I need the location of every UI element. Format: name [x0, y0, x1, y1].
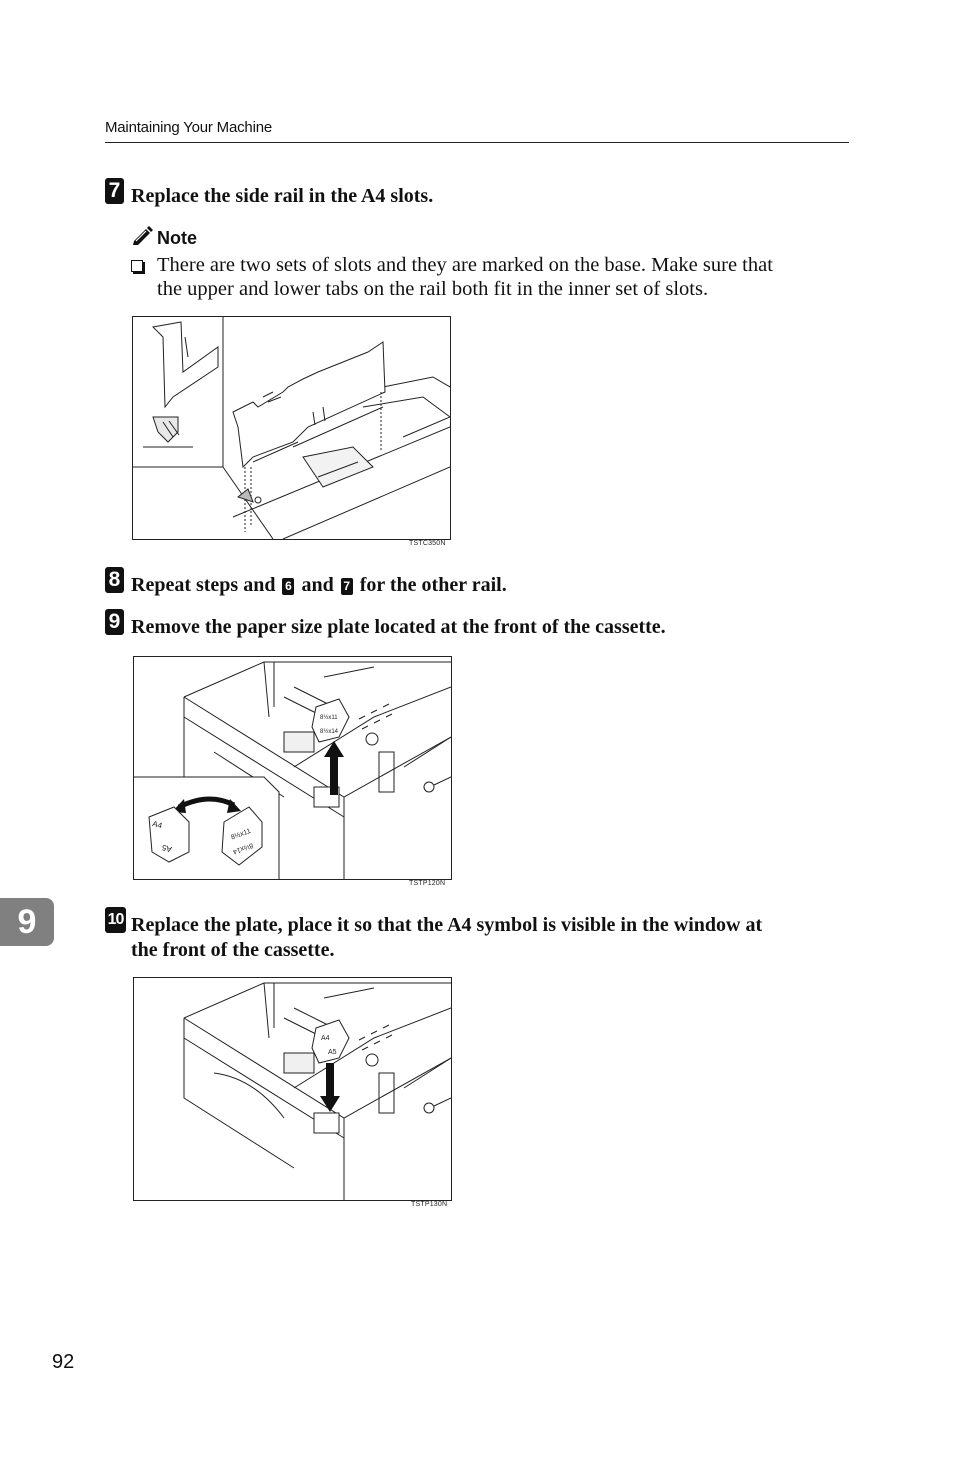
step-10-badge: 10	[105, 907, 126, 933]
step-9-title: Remove the paper size plate located at the front of the cassette.	[131, 616, 666, 638]
figure-replace-plate-illustration	[133, 977, 452, 1201]
figure-2-code: TSTP120N	[409, 880, 446, 887]
step-ref-7: 7	[341, 578, 353, 595]
step-10-title-line-2: the front of the cassette.	[131, 939, 335, 961]
step-7-badge: 7	[105, 178, 124, 204]
step-7-title: Replace the side rail in the A4 slots.	[131, 185, 434, 207]
note-pencil-icon	[131, 225, 153, 250]
step-8-title: Repeat steps and 6 and 7 for the other rail.	[131, 574, 507, 596]
step-10-title-line-1: Replace the plate, place it so that the A4 symbol is visible in the window at	[131, 914, 763, 936]
note-checkbox-icon	[131, 259, 143, 277]
plate-a5-label: A5	[328, 1049, 337, 1056]
running-header: Maintaining Your Machine	[105, 119, 272, 136]
figure-1-code: TSTC350N	[409, 540, 446, 547]
plate-back-legal-label: 8½x14	[231, 841, 254, 855]
step-ref-6: 6	[282, 578, 294, 595]
plate-front-a5-label: A5	[160, 842, 173, 854]
note-label: Note	[157, 228, 197, 248]
plate-back-letter-label: 8½x11	[230, 827, 252, 842]
figure-remove-plate-illustration	[133, 656, 452, 880]
figure-3-code: TSTP130N	[411, 1201, 448, 1208]
step-9-badge: 9	[105, 609, 124, 635]
page-number: 92	[52, 1351, 75, 1373]
chapter-side-tab	[0, 898, 54, 946]
chapter-number: 9	[17, 903, 37, 941]
header-rule	[105, 142, 849, 143]
svg-text:8½x11: 8½x11	[320, 715, 338, 721]
step-8-badge: 8	[105, 567, 124, 593]
note-text-line-2: the upper and lower tabs on the rail both fit in the inner set of slots.	[157, 278, 709, 300]
svg-text:8½x14: 8½x14	[320, 729, 339, 735]
plate-a4-label: A4	[321, 1035, 330, 1042]
plate-front-a4-label: A4	[151, 819, 164, 831]
figure-side-rail-illustration	[132, 316, 451, 540]
note-text-line-1: There are two sets of slots and they are marked on the base. Make sure that	[157, 254, 773, 276]
